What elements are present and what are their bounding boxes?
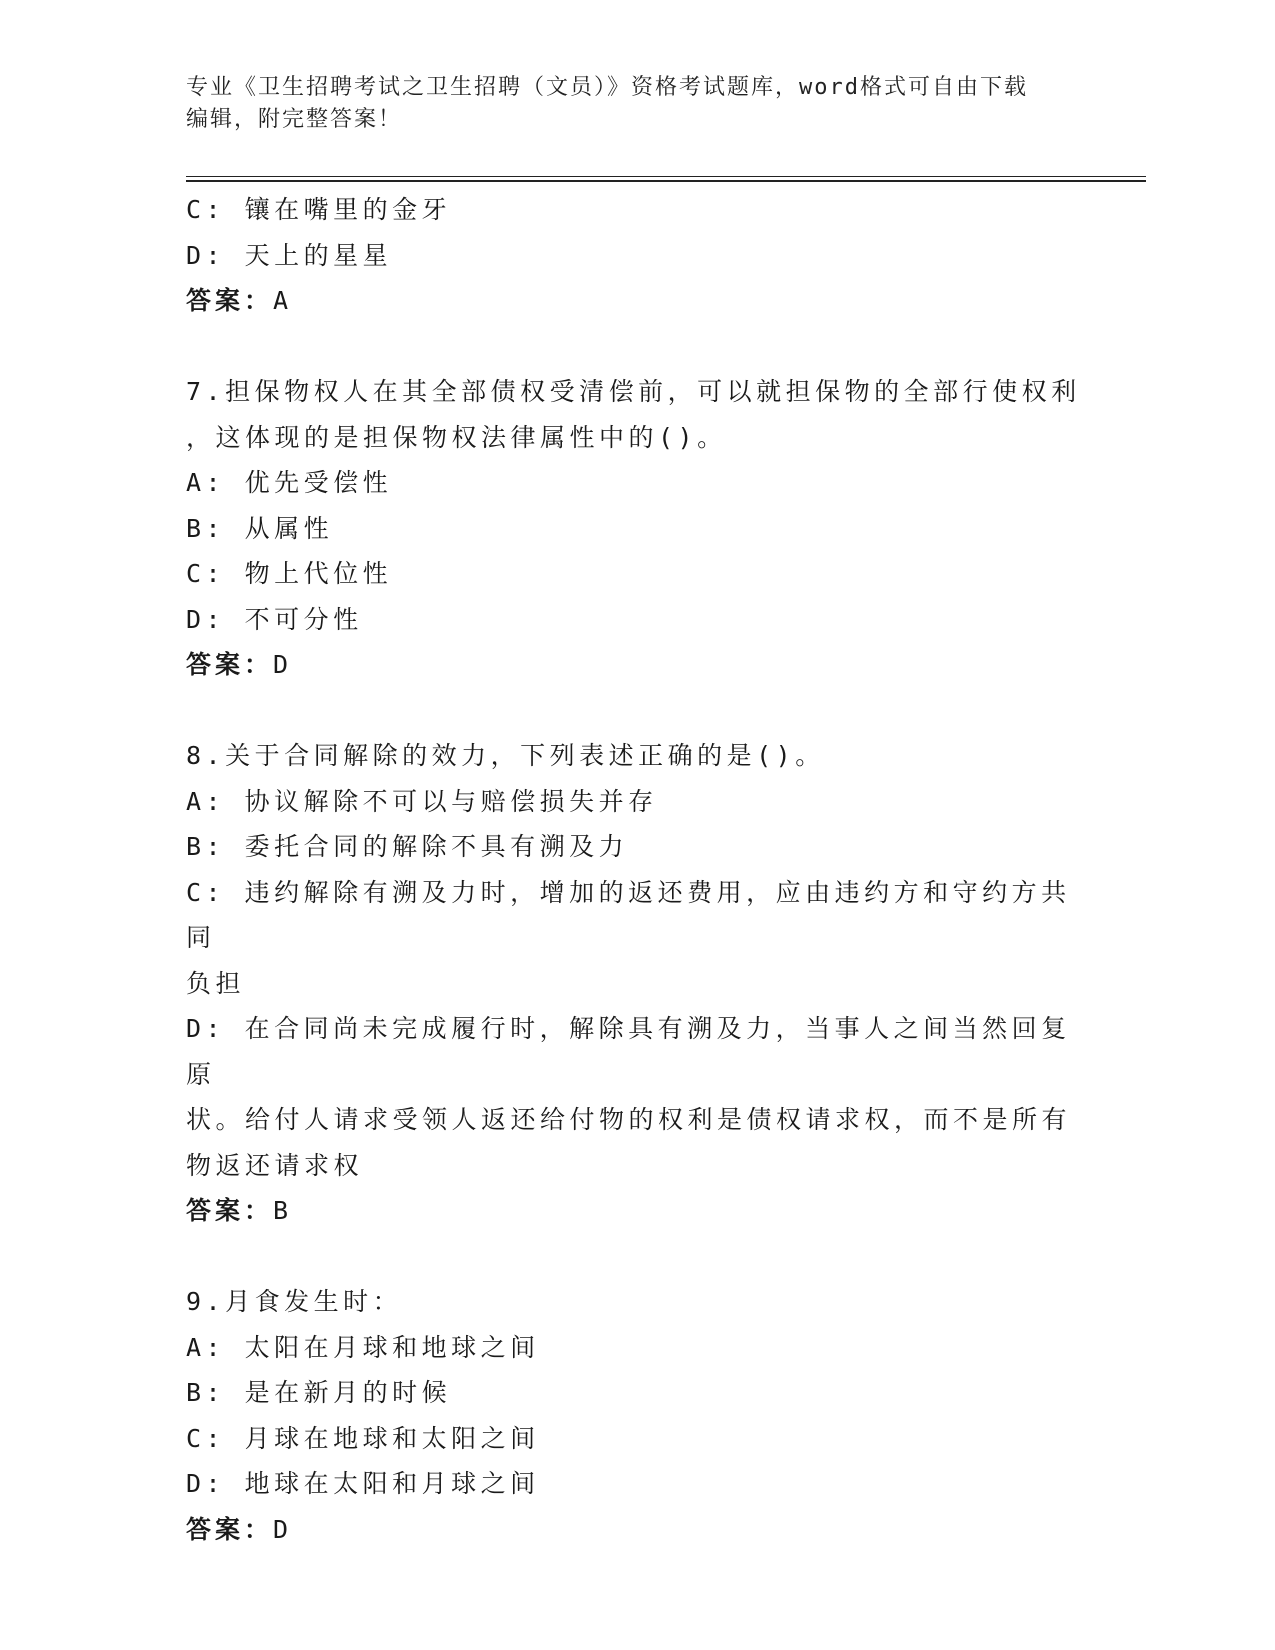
- question-9: [186, 1279, 1086, 1552]
- spacer: [186, 324, 1086, 370]
- option-d: D: 不可分性: [186, 604, 363, 634]
- option-c: C: 物上代位性: [186, 559, 393, 588]
- option-c-continued: 负担: [186, 968, 246, 998]
- answer-label: 答案：: [186, 286, 274, 315]
- option-d-continued: 状。给付人请求受领人返还给付物的权利是债权请求权，而不是所有: [186, 1105, 1072, 1134]
- question-list: [186, 187, 1086, 1552]
- answer-label: 答案：: [186, 1196, 274, 1225]
- header-line-2: 编辑，附完整答案！: [186, 107, 403, 132]
- answer-value: D: [273, 1514, 291, 1544]
- option-a: A: 优先受偿性: [186, 468, 393, 497]
- answer-line: [186, 642, 1086, 688]
- header-divider-thin: [186, 176, 1146, 177]
- question-stem: 8.关于合同解除的效力，下列表述正确的是()。: [186, 741, 825, 770]
- question-stem: 9.月食发生时：: [186, 1287, 403, 1316]
- answer-value: B: [273, 1196, 291, 1225]
- header-line-1: 专业《卫生招聘考试之卫生招聘（文员）》资格考试题库，word格式可自由下载: [186, 75, 1028, 100]
- question-7: [186, 369, 1086, 688]
- option-c: C: 镶在嘴里的金牙: [186, 195, 452, 224]
- option-c: C: 违约解除有溯及力时，增加的返还费用，应由违约方和守约方共同: [186, 877, 1071, 952]
- option-b: B: 委托合同的解除不具有溯及力: [186, 832, 629, 861]
- option-a: A: 太阳在月球和地球之间: [186, 1332, 540, 1362]
- option-c: C: 月球在地球和太阳之间: [186, 1423, 540, 1453]
- answer-label: 答案：: [186, 1514, 274, 1544]
- question-8: [186, 733, 1086, 1234]
- option-a: A: 协议解除不可以与赔偿损失并存: [186, 786, 658, 816]
- document-header: [186, 72, 1086, 136]
- option-b: B: 是在新月的时候: [186, 1378, 452, 1407]
- answer-line: [186, 1507, 1086, 1553]
- answer-line: [186, 278, 1086, 324]
- option-d: D: 天上的星星: [186, 240, 393, 270]
- header-divider-thick: [186, 180, 1146, 182]
- option-b: B: 从属性: [186, 513, 334, 543]
- question-stem: 7.担保物权人在其全部债权受清偿前，可以就担保物的全部行使权利: [186, 377, 1081, 406]
- answer-value: D: [273, 650, 291, 679]
- spacer: [186, 1234, 1086, 1280]
- question-6-tail: [186, 187, 1086, 324]
- option-d: D: 地球在太阳和月球之间: [186, 1469, 540, 1498]
- answer-label: 答案：: [186, 650, 274, 679]
- option-d: D: 在合同尚未完成履行时，解除具有溯及力，当事人之间当然回复原: [186, 1014, 1071, 1089]
- answer-line: [186, 1188, 1086, 1234]
- answer-value: A: [273, 286, 291, 315]
- spacer: [186, 688, 1086, 734]
- option-d-continued: 物返还请求权: [186, 1150, 364, 1180]
- question-stem-continued: ，这体现的是担保物权法律属性中的()。: [186, 422, 727, 452]
